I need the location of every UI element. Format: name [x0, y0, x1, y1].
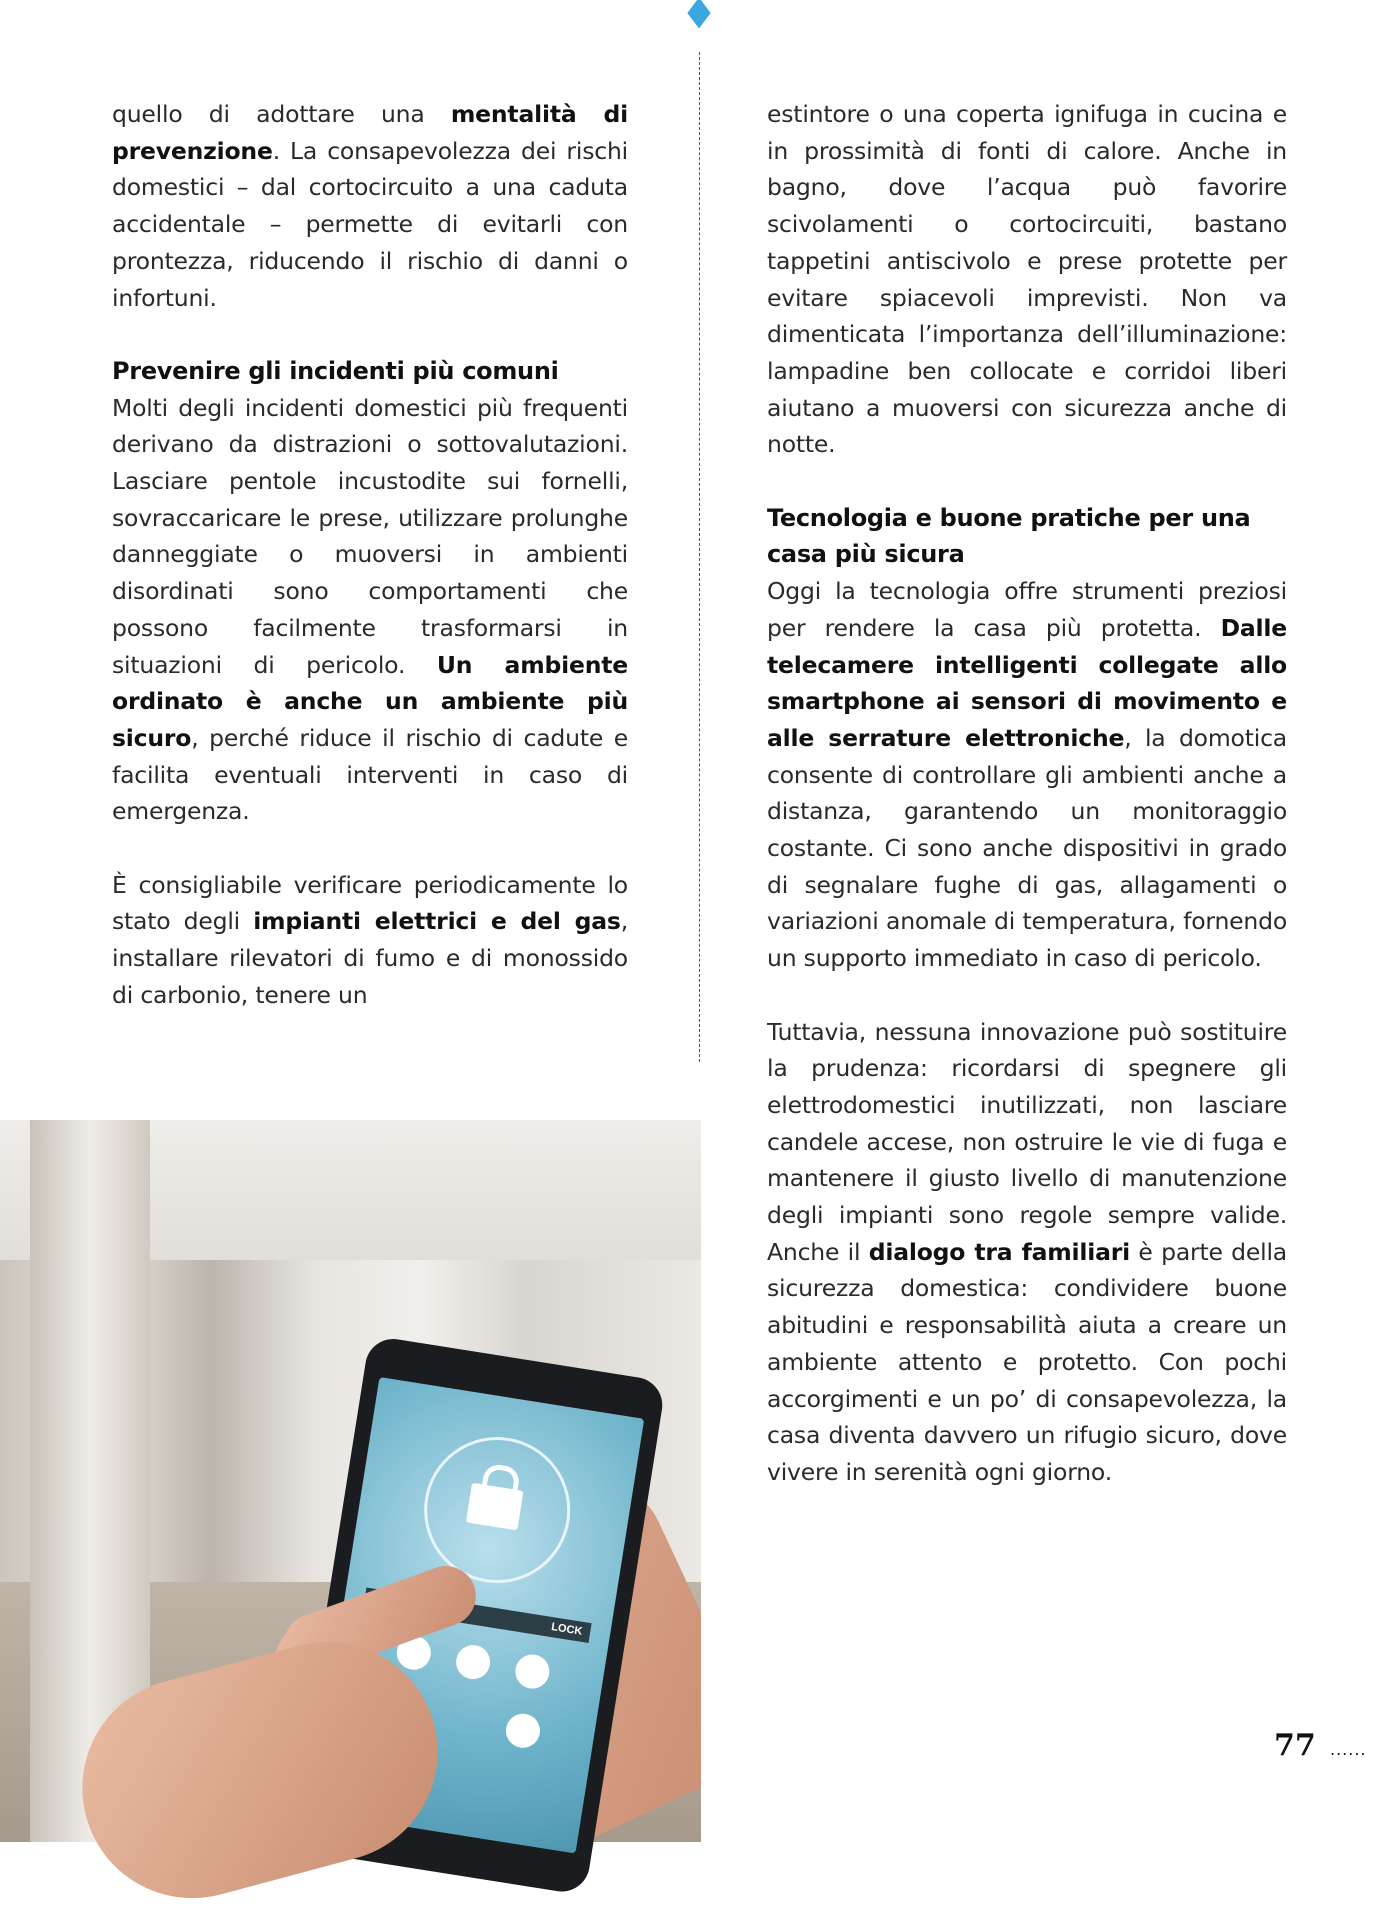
- lock-bar: LOCK: [363, 1588, 591, 1643]
- page-leader-dots: ......: [1330, 1740, 1367, 1759]
- page-number: 77: [1274, 1728, 1316, 1763]
- text-run: . La consapevolezza dei rischi domestici – dal cortocircuito a una caduta accidentale – permette di evitarli con prontezza, riducendo il rischio di danni o infortuni.: [112, 136, 628, 312]
- app-button-icon: [454, 1643, 493, 1682]
- bold-text: impianti elettrici e del gas: [253, 907, 621, 936]
- text-run: estintore o una coperta ignifuga in cucina e in prossimità di fonti di calore. Anche in bagno, dove l’acqua può favorire scivolamenti o cortocircuiti, bastano tappetini antiscivolo e prese protette per evitare spiacevoli imprevisti. Non va dimenticata l’importanza dell’illuminazione: lampadine ben collocate e corridoi liberi aiutano a muoversi con sicurezza anche di notte.: [767, 100, 1287, 459]
- text-run: , perché riduce il rischio di cadute e facilita eventuali interventi in caso di emergenza.: [112, 723, 628, 826]
- text-run: Oggi la tecnologia offre strumenti preziosi per rendere la casa più protetta.: [767, 577, 1287, 642]
- text-run: Prevenire gli incidenti più comuni: [112, 356, 559, 385]
- text-run: È consigliabile verificare periodicamente lo stato degli: [112, 870, 628, 936]
- text-run: , installare rilevatori di fumo e di monossido di carbonio, tenere un: [112, 907, 629, 1009]
- padlock-icon: [466, 1483, 524, 1531]
- right-column: [767, 96, 1287, 1527]
- app-button-icon: [513, 1652, 552, 1691]
- text-run: , la domotica consente di controllare gli ambienti anche a distanza, garantendo un monitoraggio costante. Ci sono anche dispositivi in grado di segnalare fughe di gas, allagamenti o variazioni anomale di temperatura, fornendo un supporto immediato in caso di pericolo.: [767, 723, 1287, 973]
- text-run: quello di adottare una: [112, 100, 451, 128]
- text-run: Tecnologia e buone pratiche per una casa più sicura: [767, 503, 1251, 569]
- paragraph: [767, 1014, 1287, 1491]
- bold-text: Dalle telecamere intelligenti collegate allo smartphone ai sensori di movimento e alle serrature elettroniche: [767, 613, 1287, 752]
- left-column: [112, 96, 628, 1050]
- paragraph: [112, 96, 628, 316]
- app-button-icon: [504, 1711, 543, 1750]
- text-run: è parte della sicurezza domestica: condividere buone abitudini e responsabilità aiuta a creare un ambiente attento e protetto. Con pochi accorgimenti e un po’ di consapevolezza, la casa diventa davvero un rifugio sicuro, dove vivere in serenità ogni giorno.: [767, 1237, 1287, 1486]
- diamond-ornament-icon: [687, 0, 710, 29]
- text-run: Molti degli incidenti domestici più frequenti derivano da distrazioni o sottovalutazioni. Lasciare pentole incustodite sui fornelli, sovraccaricare le prese, utilizzare prolunghe danneggiate o muoversi in ambienti disordinati sono comportamenti che possono facilmente trasformarsi in situazioni di pericolo.: [112, 393, 628, 679]
- section-heading: [767, 500, 1287, 573]
- text-run: Tuttavia, nessuna innovazione può sostituire la prudenza: ricordarsi di spegnere gli elettrodomestici inutilizzati, non lasciare candele accese, non ostruire le vie di fuga e mantenere il giusto livello di manutenzione degli impianti sono regole sempre valide. Anche il: [767, 1017, 1287, 1266]
- paragraph: [112, 390, 628, 830]
- column-divider: [699, 52, 700, 1062]
- bold-text: dialogo tra familiari: [868, 1237, 1131, 1266]
- bold-text: Un ambiente ordinato è anche un ambiente più sicuro: [112, 650, 628, 752]
- paragraph: [767, 573, 1287, 977]
- paragraph: [767, 96, 1287, 463]
- paragraph: [112, 867, 628, 1014]
- section-heading: [112, 353, 628, 390]
- bold-text: mentalità di prevenzione: [112, 100, 629, 165]
